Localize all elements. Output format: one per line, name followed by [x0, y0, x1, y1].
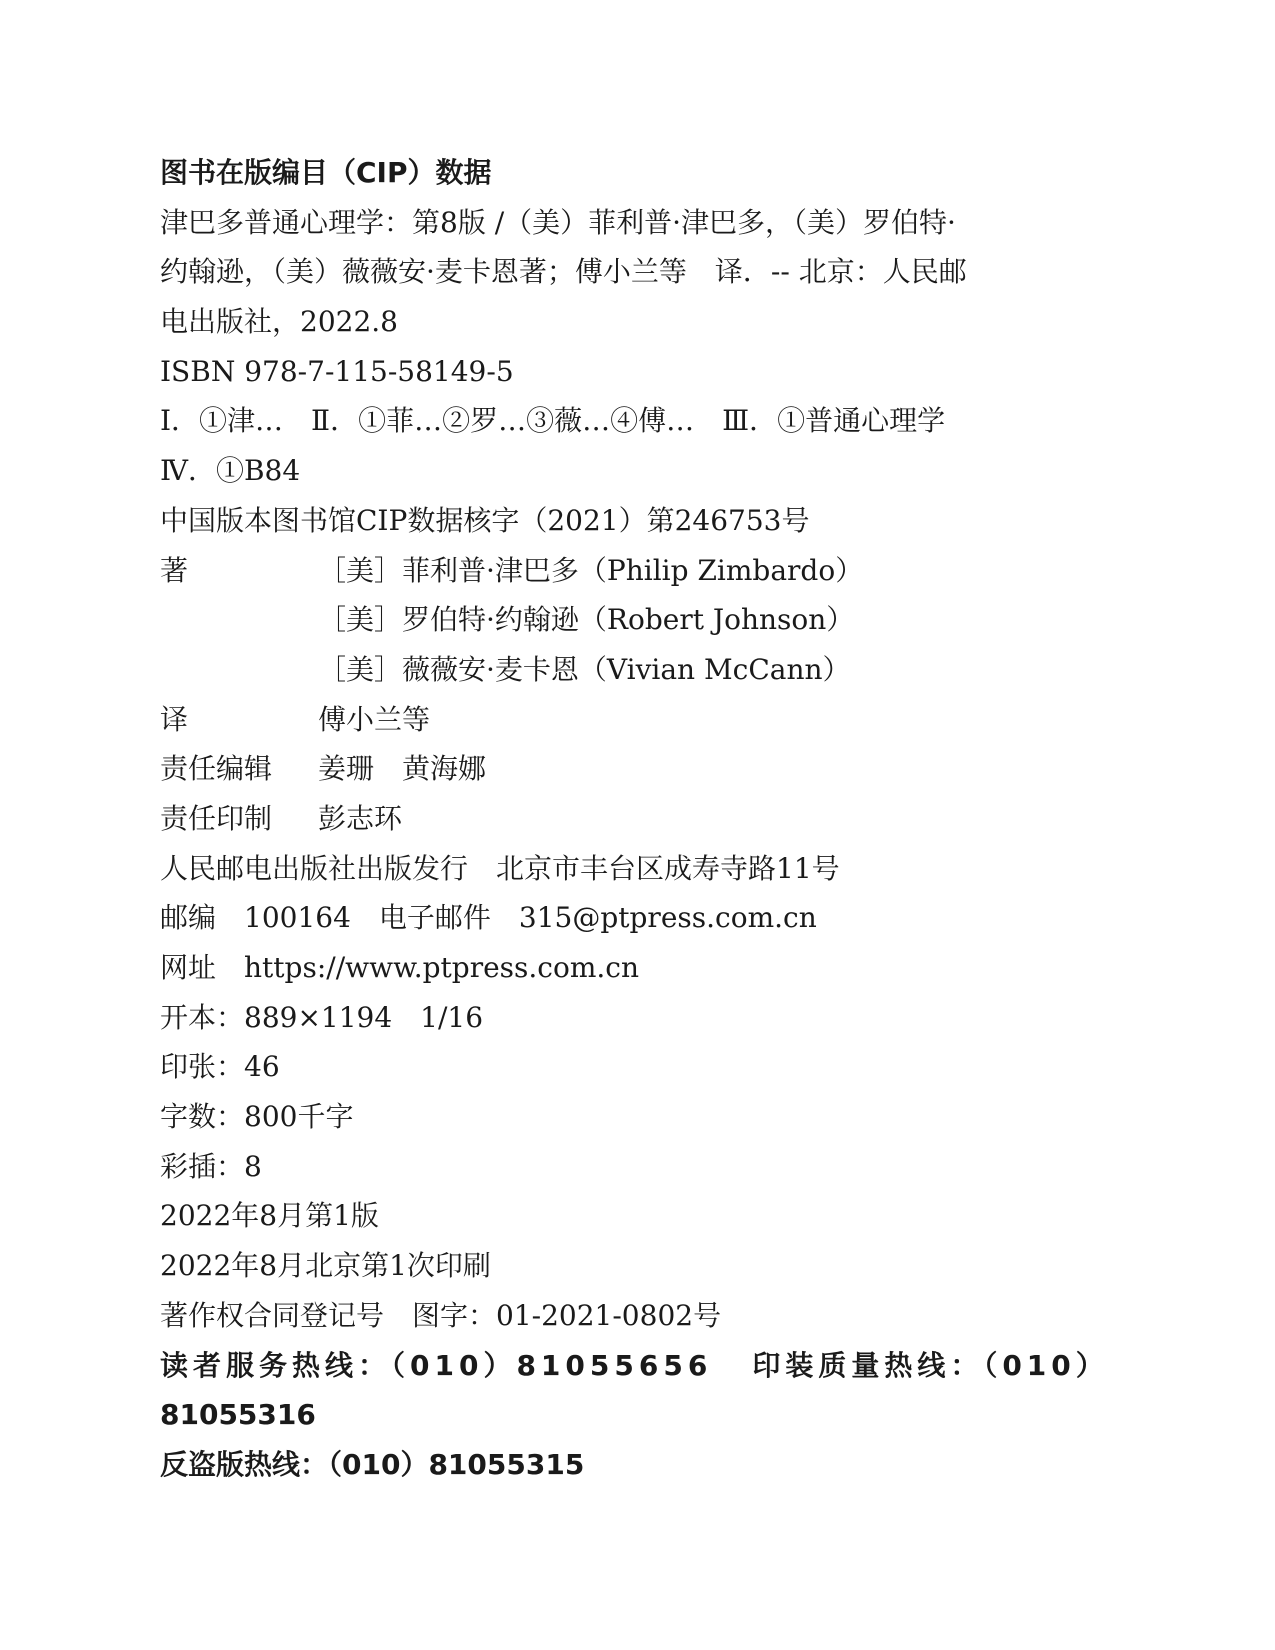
editor-label: 责任编辑 [160, 752, 273, 786]
isbn: ISBN 978-7-115-58149-5 [160, 354, 514, 388]
hotlines-line-1 [160, 1341, 1120, 1391]
author-2: ［美］罗伯特·约翰逊（Robert Johnson） [318, 603, 855, 637]
print-quality-hotline: 印装质量热线：（010） [752, 1348, 1109, 1382]
translator-row [160, 695, 1120, 745]
print-run-line: 2022年8月北京第1次印刷 [160, 1249, 491, 1283]
website-line: 网址 https://www.ptpress.com.cn [160, 951, 640, 984]
translator: 傅小兰等 [318, 702, 431, 736]
word-count-spec: 字数：800千字 [160, 1100, 354, 1134]
postal-email-line: 邮编 100164 电子邮件 315@ptpress.com.cn [160, 901, 817, 935]
printing-row [160, 794, 1120, 844]
edition-line: 2022年8月第1版 [160, 1199, 379, 1233]
reader-service-hotline: 读者服务热线：（010）81055656 [160, 1348, 713, 1382]
copyright-registration: 著作权合同登记号 图字：01-2021-0802号 [160, 1298, 722, 1332]
cip-heading: 图书在版编目（CIP）数据 [160, 156, 492, 189]
author-row-3 [160, 645, 1120, 695]
translator-label: 译 [160, 702, 189, 736]
publisher-line: 人民邮电出版社出版发行 北京市丰台区成寿寺路11号 [160, 851, 840, 885]
editor: 姜珊 黄海娜 [318, 752, 487, 786]
anti-piracy-hotline: 反盗版热线：（010）81055315 [160, 1447, 585, 1481]
printing-label: 责任印制 [160, 801, 273, 835]
author-3: ［美］薇薇安·麦卡恩（Vivian McCann） [318, 652, 851, 686]
author-1: ［美］菲利普·津巴多（Philip Zimbardo） [318, 553, 864, 587]
format-spec: 开本：889×1194 1/16 [160, 1000, 484, 1034]
author-row-2 [160, 595, 1120, 645]
sheets-spec: 印张：46 [160, 1050, 280, 1084]
cip-description-line-2: 约翰逊，（美）薇薇安·麦卡恩著；傅小兰等 译．-- 北京：人民邮 [160, 255, 967, 289]
classification-line-1: Ⅰ．①津… Ⅱ．①菲…②罗…③薇…④傅… Ⅲ．①普通心理学 [160, 404, 946, 438]
cip-description-line-1: 津巴多普通心理学：第8版 /（美）菲利普·津巴多，（美）罗伯特· [160, 205, 956, 239]
copyright-page [160, 148, 1120, 1490]
color-plates-spec: 彩插：8 [160, 1149, 262, 1183]
author-row-1 [160, 546, 1120, 596]
cip-verification-number: 中国版本图书馆CIP数据核字（2021）第246753号 [160, 503, 810, 537]
cip-description-line-3: 电出版社，2022.8 [160, 305, 398, 339]
printing-manager: 彭志环 [318, 801, 403, 835]
classification-line-2: Ⅳ．①B84 [160, 454, 301, 488]
hotlines-line-2: 81055316 [160, 1398, 316, 1432]
editor-row [160, 744, 1120, 794]
author-label: 著 [160, 553, 189, 587]
